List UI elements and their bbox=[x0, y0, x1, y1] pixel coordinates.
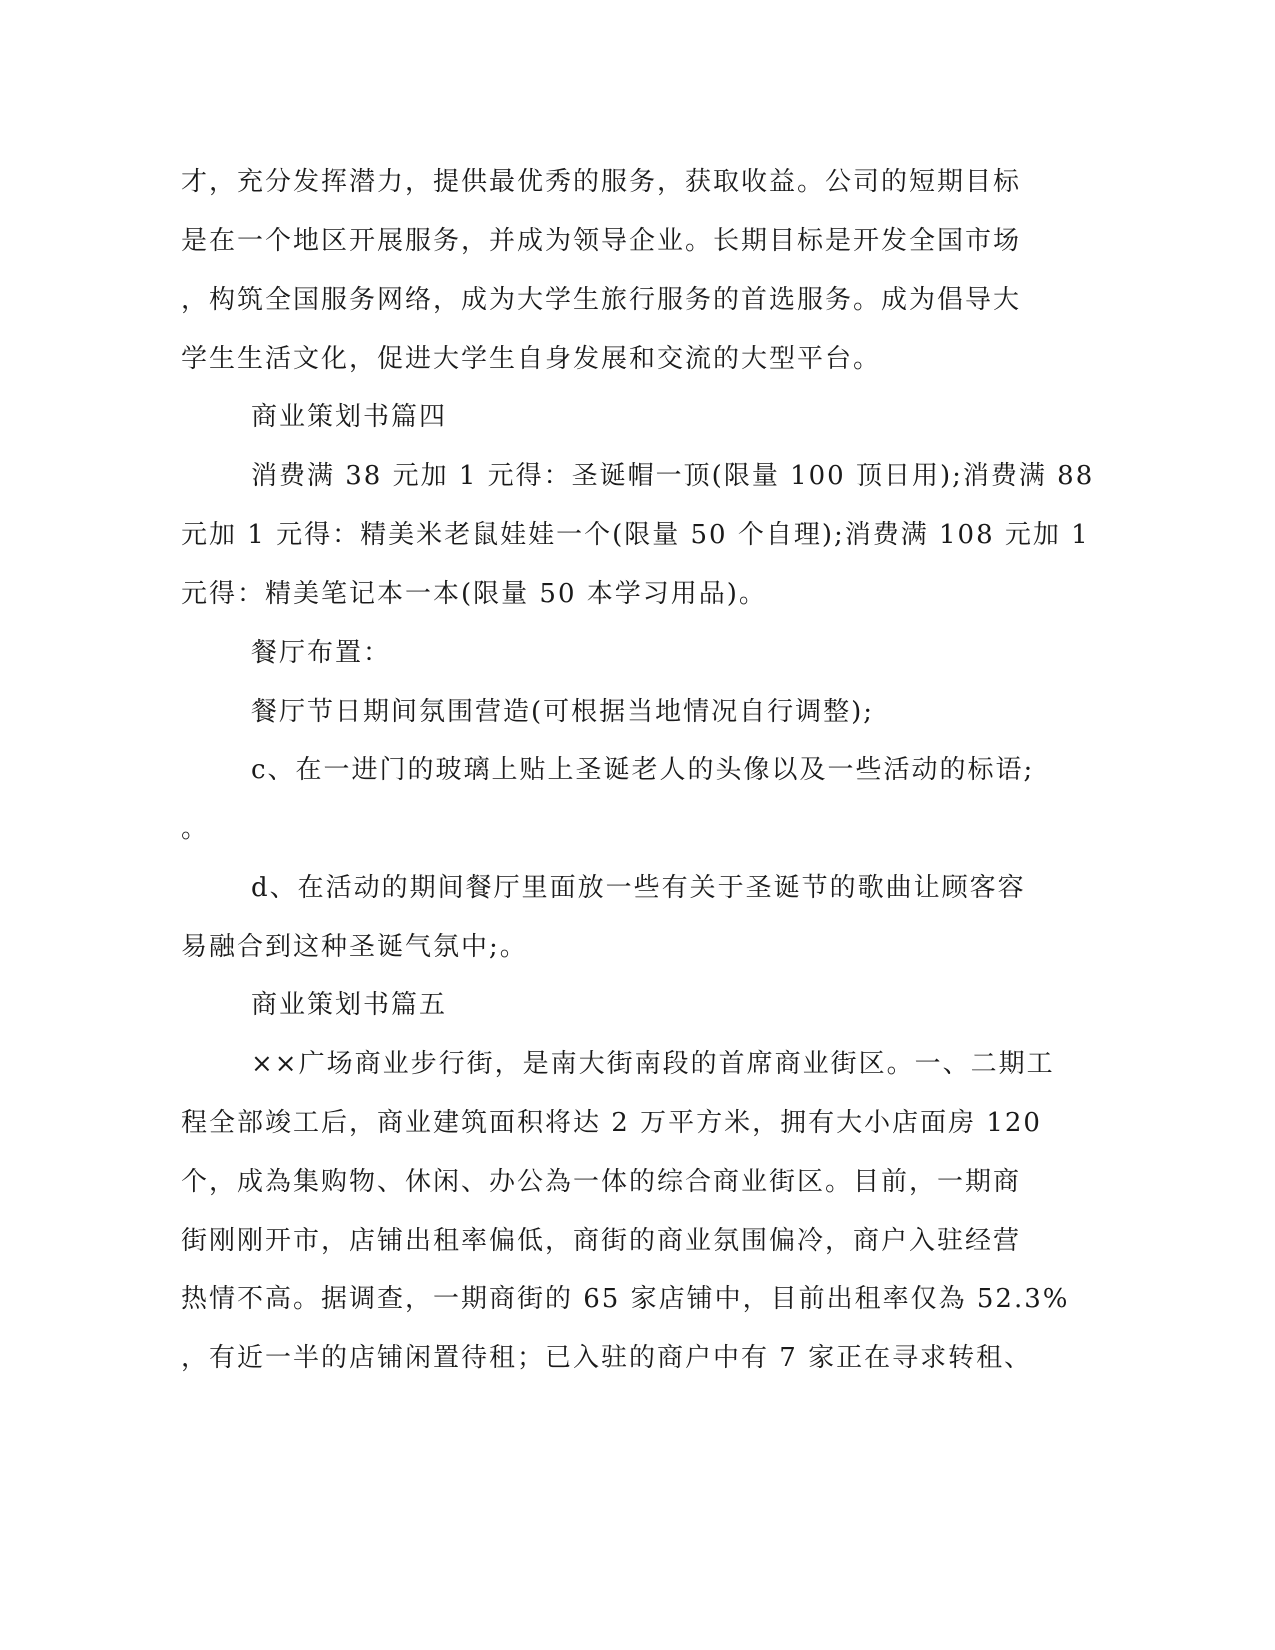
paragraph-line: ，构筑全国服务网络，成为大学生旅行服务的首选服务。成为倡导大 bbox=[181, 285, 1022, 315]
paragraph-line: 程全部竣工后，商业建筑面积将达 2 万平方米，拥有大小店面房 120 bbox=[181, 1108, 1042, 1138]
paragraph-line: 个，成為集购物、休闲、办公為一体的综合商业街区。目前，一期商 bbox=[181, 1167, 1022, 1197]
paragraph-line: 。 bbox=[181, 814, 210, 844]
paragraph-line: 餐厅布置： bbox=[251, 638, 392, 668]
paragraph-line: 学生生活文化，促进大学生自身发展和交流的大型平台。 bbox=[181, 344, 882, 374]
paragraph-line: 元得：精美笔记本一本(限量 50 本学习用品)。 bbox=[181, 579, 767, 609]
paragraph-line: 街刚刚开市，店铺出租率偏低，商街的商业氛围偏冷，商户入驻经营 bbox=[181, 1226, 1022, 1256]
paragraph-line: c、在一进门的玻璃上贴上圣诞老人的头像以及一些活动的标语; bbox=[251, 755, 1035, 785]
paragraph-line: 消费满 38 元加 1 元得：圣诞帽一顶(限量 100 顶日用);消费满 88 bbox=[251, 461, 1095, 491]
paragraph-line: ××广场商业步行街，是南大街南段的首席商业街区。一、二期工 bbox=[251, 1049, 1055, 1079]
paragraph-line: 元加 1 元得：精美米老鼠娃娃一个(限量 50 个自理);消费满 108 元加 1 bbox=[181, 520, 1090, 550]
paragraph-line: 热情不高。据调查，一期商街的 65 家店铺中，目前出租率仅為 52.3% bbox=[181, 1284, 1070, 1314]
paragraph-line: 餐厅节日期间氛围营造(可根据当地情况自行调整); bbox=[251, 697, 875, 727]
paragraph-line: 易融合到这种圣诞气氛中;。 bbox=[181, 932, 528, 962]
paragraph-line: d、在活动的期间餐厅里面放一些有关于圣诞节的歌曲让顾客容 bbox=[251, 873, 1026, 903]
section-heading: 商业策划书篇五 bbox=[251, 990, 448, 1020]
paragraph-line: 是在一个地区开展服务，并成为领导企业。长期目标是开发全国市场 bbox=[181, 226, 1022, 256]
section-heading: 商业策划书篇四 bbox=[251, 402, 448, 432]
paragraph-line: ，有近一半的店铺闲置待租；已入驻的商户中有 7 家正在寻求转租、 bbox=[181, 1343, 1033, 1373]
paragraph-line: 才，充分发挥潜力，提供最优秀的服务，获取收益。公司的短期目标 bbox=[181, 167, 1022, 197]
